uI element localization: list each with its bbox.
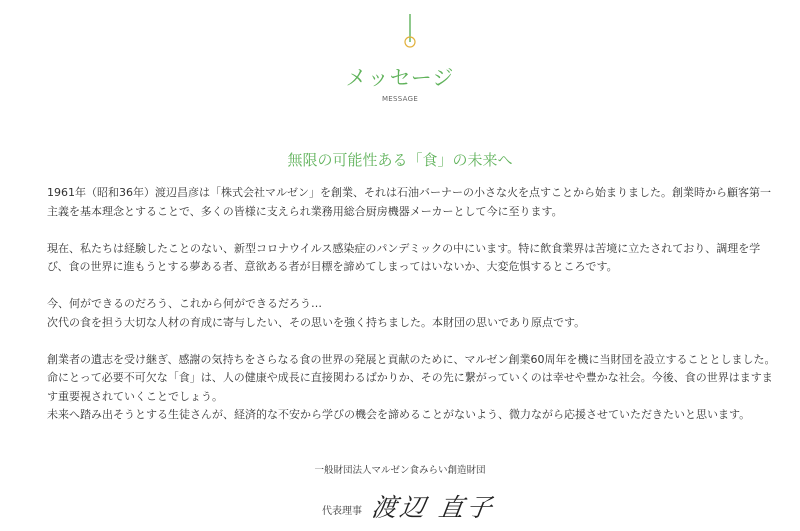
message-line: 命にとって必要不可欠な「食」は、人の健康や成長に直接関わるばかりか、その先に繋がっていくのは幸せや豊かな社会。今後、食の世界はますま [47,371,773,384]
message-line: 現在、私たちは経験したことのない、新型コロナウイルス感染症のパンデミックの中にいます。特に飲食業界は苦境に立たされており、調理を学 [47,241,761,255]
message-line: 今、何ができるのだろう、これから何ができるだろう… [47,297,322,310]
message-paragraph-2 [47,240,767,277]
representative-title: 代表理事 [322,506,362,517]
message-line: 創業者の遺志を受け継ぎ、感謝の気持ちをさらなる食の世界の発展と貢献のために、マルゼン創業60周年を機に当財団を設立することとしました。 [47,352,776,366]
foundation-name: 一般財団法人マルゼン食みらい創造財団 [314,465,486,476]
message-line: 1961年（昭和36年）渡辺昌彦は「株式会社マルゼン」を創業、それは石油バーナーの小さな火を点すことから始まりました。創業時から顧客第一 [47,186,771,199]
message-line: す重要視されていくことでしょう。 [47,389,223,403]
message-paragraph-1 [47,184,771,221]
message-paragraph-3 [47,295,767,332]
signature-block [322,488,522,528]
message-line: 未来へ踏み出そうとする生徒さんが、経済的な不安から学びの機会を諦めることがないよう、微力ながら応援させていただきたいと思います。 [47,408,751,421]
header-line-circle-ornament [402,14,418,48]
message-body [47,184,776,443]
message-line: 次代の食を担う大切な人材の育成に寄与したい、その思いを強く持ちました。本財団の思いであり原点です。 [47,315,586,329]
handwritten-signature: 渡辺 直子 [369,493,497,522]
page-subtitle: MESSAGE [381,95,419,103]
message-paragraph-4 [47,351,776,425]
message-heading: 無限の可能性ある「食」の未来へ [287,151,513,169]
message-line: び、食の世界に進もうとする夢ある者、意欲ある者が目標を諦めてしまってはいないか、大変危惧するところです。 [47,260,618,273]
message-line: 主義を基本理念とすることで、多くの皆様に支えられ業務用総合厨房機器メーカーとして今に至ります。 [47,204,563,218]
page-title: メッセージ [345,66,455,90]
